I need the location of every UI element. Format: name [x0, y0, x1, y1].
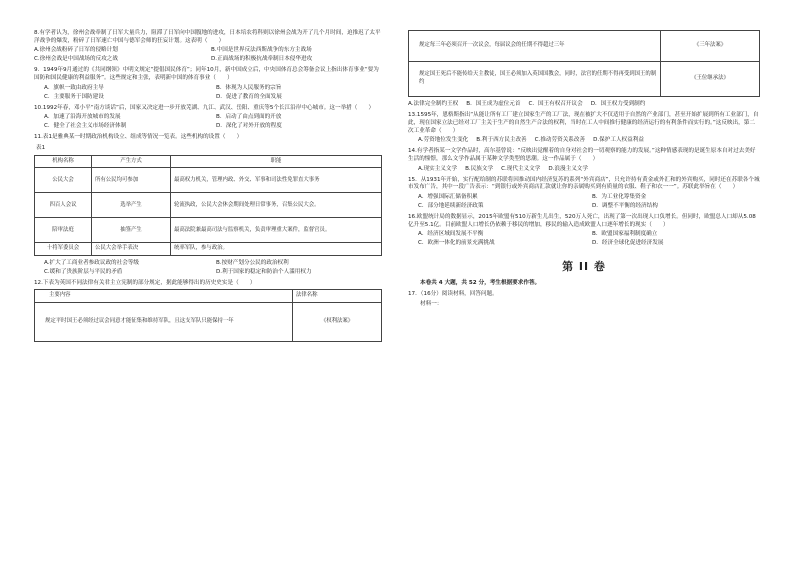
option-c: C．部分地延续新经济政策: [418, 202, 484, 209]
option-d: D.利于国家的稳定和防治个人滥用权力: [216, 268, 312, 275]
question-17: 17．（16分）阅读材料，回答问题。: [408, 290, 498, 297]
option-b: B．为工业化筹集资金: [592, 193, 647, 200]
table-header: 职能: [171, 155, 382, 168]
question-13: [408, 112, 760, 146]
question-stem: 13.1595年，恩格斯指出“从能让所有工厂建立国家生产的工厂法，现在被扩大不仅适用于自然的产业部门，甚至开始扩展到所有工业部门，自此，现在国家立法已经对工厂主关于生产的自然生产合法的权利，当时在工人中间推行健康的经济运行的有利条件而实行的。”这反映出，第二次工业革命（ ）: [408, 111, 759, 134]
law-table-part-2: [408, 30, 760, 97]
option-a: A.劳资地位发生变化: [418, 137, 469, 144]
question-stem: 12.下表为英国不同法律有关君主立宪制的部分规定，据此能够得出的历史史实是（ ）: [34, 279, 256, 286]
question-15: [408, 177, 760, 212]
law-table-part-1: [34, 289, 382, 342]
table-caption: 表1: [36, 144, 46, 151]
option-b: B．体现为人民服务的宗旨: [216, 84, 282, 91]
option-a: A．经济区域间发展不平衡: [418, 231, 484, 238]
option-b: B．欧盟国家福利制度确立: [592, 231, 658, 238]
table-cell: 最高法院兼最高司法与监察机关，负责审理重大案件，监督官员。: [171, 218, 382, 243]
question-stem: 9．1949年9月通过的《共同纲领》中明文规定“提倡国民体育”；同年10月，新中国成立后，中央国体育总会筹备会议上指出体育事业“要为国防和国民健康的利益服务”。这些规定和主张，表明新中国的体育事业（ ）: [34, 67, 379, 82]
table-cell: 十将军委员会: [35, 243, 92, 256]
table-cell: 规定国王死后不能传给天主教徒，国王必须加入英国国教会，同时，法官的任期不得再受到国王的制约: [409, 62, 661, 97]
table-cell: 《三年法案》: [661, 31, 760, 62]
question-stem: 14.有学者指某一文学作品时，高尔基曾说：“反映出觉醒着的自身对社会的一切观察的能力的发展。”这种情感表现的是诞生原本自对过去美好生活的憧憬，那么文学作品属于某种文学类型的思潮。这一作品属于（ ）: [408, 148, 756, 163]
question-16: [408, 214, 760, 249]
question-10: [34, 105, 382, 132]
option-c: C．主要服务于国防建设: [44, 93, 104, 100]
material-label: 材料一：: [420, 301, 443, 308]
table-cell: 陪审法庭: [35, 218, 92, 243]
table-header: 法律名称: [293, 290, 382, 303]
option-c: C．欧洲一体化的前景充满挑战: [418, 240, 495, 247]
table-cell: 抽签产生: [92, 218, 171, 243]
table-cell: 四百人会议: [35, 193, 92, 218]
option-d: D．调整不平衡的经济结构: [592, 202, 658, 209]
table-header: 产生方式: [92, 155, 171, 168]
question-14: [408, 148, 760, 174]
table-cell: 选举产生: [92, 193, 171, 218]
option-b: B．启动了由点到面的开放: [216, 113, 282, 120]
question-8: [34, 30, 382, 65]
option-b: B.利于西方民主改善: [476, 137, 527, 144]
option-d: D．促进了教育的全面发展: [216, 93, 282, 100]
option-d: D.正面战场的积极抗战牵制日本侵华进攻: [211, 56, 313, 63]
table-row: [409, 62, 760, 97]
option-a: A．增强国际汇储备积累: [418, 193, 478, 200]
option-c: C.现代主义文学: [501, 165, 541, 172]
option-d: D.保护工人权益利益: [593, 137, 644, 144]
option-c: C.徐州会战是中国战场的反攻之战: [34, 56, 118, 63]
table-row: [35, 168, 382, 193]
table-cell: 规定每三年必须召开一次议会，每届议会的任期不得超过三年: [409, 31, 661, 62]
option-a: A.徐州会战粉碎了日军的侵略计划: [34, 47, 118, 54]
option-a: A．加速了沿海开放城市的发展: [44, 113, 121, 120]
option-a: A．旗帜一致由政府主导: [44, 84, 104, 91]
option-c: C.缓和了贵族阶层与平民的矛盾: [44, 268, 123, 275]
question-stem: 10.1992年春，邓小平“南方谈话”后，国家又决定进一步开放芜湖、九江、武汉、岳阳、重庆等5个长江沿岸中心城市。这一举措（ ）: [34, 104, 375, 111]
table-row: [35, 193, 382, 218]
left-column: [34, 30, 382, 342]
option-d: D．国王权力受到制约: [590, 101, 646, 107]
option-c: C．健全了社会主义市场经济体制: [44, 122, 127, 129]
table-header: 主要内容: [35, 290, 293, 303]
option-d: D．经济全球化促进经济发展: [592, 240, 664, 247]
option-b: B.按财产划分公民的政治权利: [216, 260, 289, 267]
table-cell: 所有公民均可参加: [92, 168, 171, 193]
table-cell: 轮流执政，公民大会休会期间处理日常事务，召集公民大会。: [171, 193, 382, 218]
question-stem: 16.欧盟统计局的数据显示，2015年欧盟有510万新生儿出生，520万人死亡，出现了第一次出现人口负增长。但同时，欧盟总人口却从5.08亿升至5.1亿。目前欧盟人口增长仍依赖于移民的增加，移民的输入造成欧盟人口逐年增长的现实（ ）: [408, 213, 756, 228]
question-12-options: [408, 101, 760, 110]
institution-table: [34, 155, 382, 256]
table-row: [35, 243, 382, 256]
option-b: B.民族文学: [465, 165, 494, 172]
question-stem: 11.表1是雅典某一时期政治机构设立、组成等情况一览表。这些机构的设置（ ）: [34, 133, 243, 140]
option-d: D．深化了对外开放的程度: [216, 122, 282, 129]
table-cell: 公民大会: [35, 168, 92, 193]
right-column: [408, 30, 760, 309]
table-cell: 《王位继承法》: [661, 62, 760, 97]
table-cell: 公民大会举手表决: [92, 243, 171, 256]
option-b: B.中国是世界反法西斯战争的东方主战场: [211, 47, 312, 54]
table-cell: 统率军队，参与政治。: [171, 243, 382, 256]
question-stem: 15．从1931年开始，实行配给制的苏联将因推动国内经济复苏的系列“外宾商店”，只允许持有黄金或外汇和的外宾购买，同时还在苏联各个城市发布广告，其中一段广告表示：“到银行或外宾商店汇款就让你的亲属购买到有质量的衣服、鞋子和衣一一”。苏联此举旨在（ ）: [408, 176, 760, 191]
option-a: A.现实主义文学: [418, 165, 458, 172]
option-b: B．国王成为虚位元首: [466, 101, 521, 107]
table-cell: 最高权力机关，管理内政、外交、军事和司法性免罪直大事务: [171, 168, 382, 193]
question-stem: 8.有学者认为，徐州会战牵制了日军大量兵力，阻滞了日军向中国腹地的进攻，日本培农将科则以徐州会战为开了几个月时间，迫推迟了太平洋战争的爆发，粉碎了日军速亡中国与德军会师的狂妄计划。这表明（ ）: [34, 30, 381, 44]
table-header: 机构名称: [35, 155, 92, 168]
option-d: D.浪漫主义文学: [548, 165, 588, 172]
table-row: [35, 218, 382, 243]
table-cell: 规定平时国王必须经过议会同意才能征集和维持军队，且这支军队只能保持一年: [35, 303, 293, 342]
part-2-title: 第 II 卷: [562, 260, 606, 273]
option-a: A.法律完全制约王权: [408, 101, 459, 107]
part-2-subtitle: 本卷共 4 大题，共 52 分，考生根据要求作答。: [420, 279, 541, 286]
question-11: [34, 134, 382, 278]
option-c: C.推动劳资关系改善: [534, 137, 586, 144]
question-12: [34, 280, 382, 342]
option-c: C．国王有权召开议会: [528, 101, 583, 107]
question-9: [34, 67, 382, 102]
table-cell: 《权利法案》: [293, 303, 382, 342]
table-row: [35, 303, 382, 342]
table-row: [409, 31, 760, 62]
option-a: A.扩大了工商业者参政议政的社会等级: [44, 260, 140, 267]
